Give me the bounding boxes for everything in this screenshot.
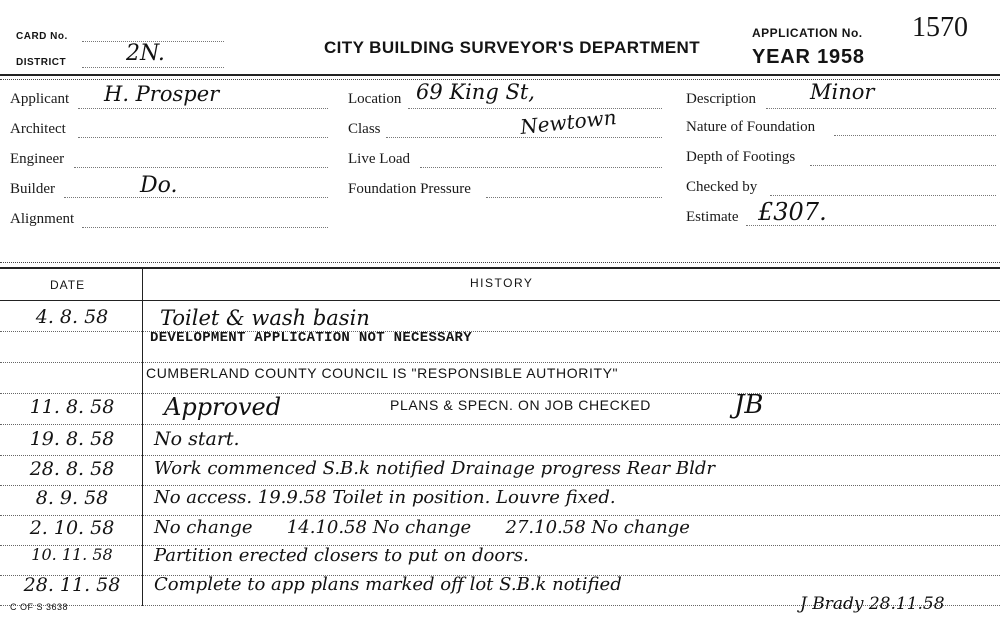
history-stamp: CUMBERLAND COUNTY COUNCIL IS "RESPONSIBLE AUTHORITY" xyxy=(146,365,619,381)
year-label: YEAR 1958 xyxy=(752,46,865,68)
engineer-label: Engineer xyxy=(10,151,65,167)
table-top-border xyxy=(0,267,1000,269)
nature-of-foundation-line xyxy=(834,135,996,136)
history-date: 2. 10. 58 xyxy=(29,517,115,539)
row-guide xyxy=(0,455,1000,456)
card-no-label: CARD No. xyxy=(16,31,68,42)
nature-of-foundation-label: Nature of Foundation xyxy=(686,119,816,135)
live-load-line xyxy=(420,167,662,168)
alignment-line xyxy=(82,227,328,228)
depth-of-footings-label: Depth of Footings xyxy=(686,149,796,165)
application-no-value: 1570 xyxy=(912,12,968,43)
location-label: Location xyxy=(348,91,402,107)
foundation-pressure-label: Foundation Pressure xyxy=(348,181,471,197)
row-guide xyxy=(0,515,1000,516)
checked-by-label: Checked by xyxy=(686,179,758,195)
history-date: 19. 8. 58 xyxy=(29,428,115,450)
class-label: Class xyxy=(348,121,381,137)
history-date: 11. 8. 58 xyxy=(29,396,115,418)
history-entry: Approved xyxy=(164,393,282,421)
estimate-value: £307. xyxy=(758,198,827,226)
history-initials: JB xyxy=(734,390,764,420)
builder-value: Do. xyxy=(140,173,178,198)
row-guide xyxy=(0,393,1000,394)
location-value: 69 King St, xyxy=(416,80,535,104)
location-line xyxy=(408,108,662,109)
builder-line xyxy=(64,197,328,198)
table-top-dotted xyxy=(0,262,1000,263)
estimate-label: Estimate xyxy=(686,209,739,225)
applicant-value: H. Prosper xyxy=(104,82,220,106)
district-line xyxy=(82,67,224,68)
district-value: 2N. xyxy=(126,41,165,66)
description-line xyxy=(766,108,996,109)
alignment-label: Alignment xyxy=(10,211,75,227)
applicant-label: Applicant xyxy=(10,91,70,107)
applicant-line xyxy=(78,108,328,109)
district-label: DISTRICT xyxy=(16,57,67,68)
history-date: 10. 11. 58 xyxy=(31,545,113,564)
engineer-line xyxy=(74,167,328,168)
checked-by-line xyxy=(770,195,996,196)
form-code: C OF S 3638 xyxy=(10,602,69,612)
history-date: 28. 8. 58 xyxy=(29,458,115,480)
architect-line xyxy=(78,137,328,138)
history-entry: No access. 19.9.58 Toilet in position. Louvre fixed. xyxy=(154,487,616,508)
row-guide xyxy=(0,485,1000,486)
date-column-divider xyxy=(142,268,143,606)
history-date: 8. 9. 58 xyxy=(35,487,109,509)
live-load-label: Live Load xyxy=(348,151,411,167)
row-guide xyxy=(0,424,1000,425)
history-entry: Complete to app plans marked off lot S.B.k notified xyxy=(154,574,622,595)
history-entry: Toilet & wash basin xyxy=(160,306,370,330)
history-entry: Work commenced S.B.k notified Drainage progress Rear Bldr xyxy=(154,458,715,479)
description-label: Description xyxy=(686,91,756,107)
application-no-label: APPLICATION No. xyxy=(752,26,863,40)
table-header-border xyxy=(0,300,1000,301)
foundation-pressure-line xyxy=(486,197,662,198)
history-header: HISTORY xyxy=(470,276,534,290)
row-guide xyxy=(0,362,1000,363)
history-stamp: PLANS & SPECN. ON JOB CHECKED xyxy=(390,397,651,413)
location-value-2: Newtown xyxy=(519,105,618,139)
description-value: Minor xyxy=(810,80,875,104)
history-date: 4. 8. 58 xyxy=(35,306,109,328)
history-date: 28. 11. 58 xyxy=(23,574,121,596)
header-divider xyxy=(0,74,1000,76)
history-entry: No start. xyxy=(154,428,240,450)
date-header: DATE xyxy=(50,278,86,292)
builder-label: Builder xyxy=(10,181,55,197)
department-title: CITY BUILDING SURVEYOR'S DEPARTMENT xyxy=(324,38,701,57)
signature: J Brady 28.11.58 xyxy=(800,594,945,614)
history-stamp: DEVELOPMENT APPLICATION NOT NECESSARY xyxy=(150,330,472,346)
history-entry: No change 14.10.58 No change 27.10.58 No change xyxy=(154,517,690,538)
history-entry: Partition erected closers to put on doors. xyxy=(154,545,529,566)
depth-of-footings-line xyxy=(810,165,996,166)
architect-label: Architect xyxy=(10,121,66,137)
